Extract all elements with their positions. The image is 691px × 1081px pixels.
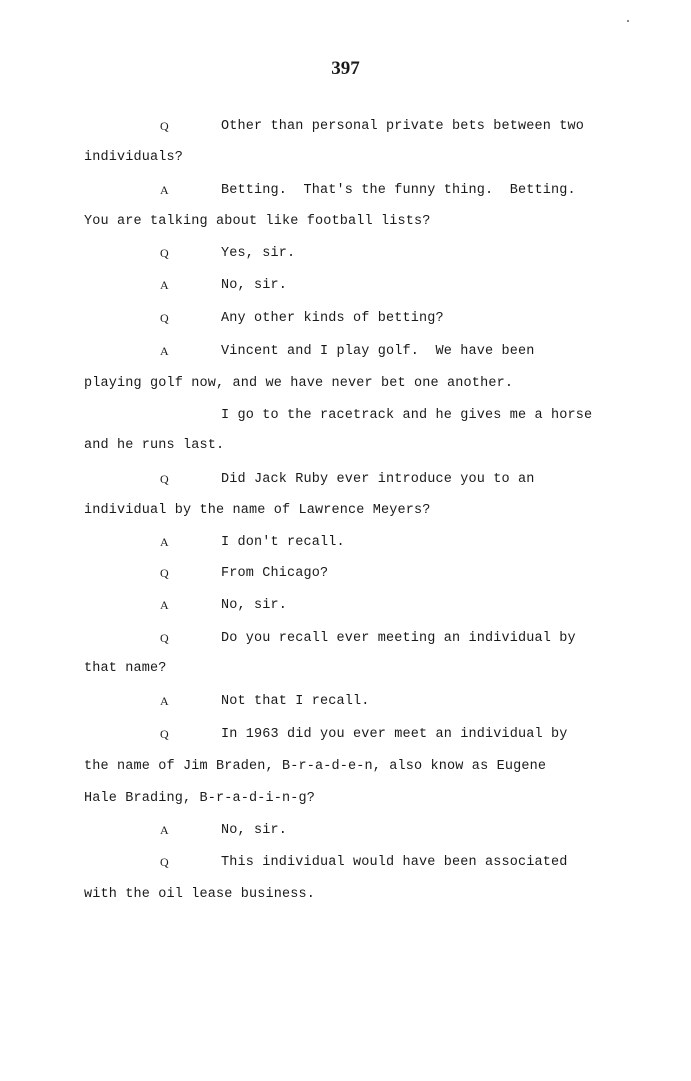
question-text: In 1963 did you ever meet an individual by: [221, 727, 568, 742]
speaker-marker-q: Q: [160, 472, 169, 486]
speaker-marker-q: Q: [160, 855, 169, 869]
question-text: Other than personal private bets between two: [221, 119, 585, 134]
speaker-marker-q: Q: [160, 119, 169, 133]
speaker-marker-a: A: [160, 823, 169, 837]
answer-text: Not that I recall.: [221, 694, 370, 709]
question-text: Any other kinds of betting?: [221, 311, 444, 326]
answer-text: Vincent and I play golf. We have been: [221, 344, 535, 359]
continuation-text: individual by the name of Lawrence Meyers?: [84, 503, 431, 518]
question-text: Did Jack Ruby ever introduce you to an: [221, 472, 535, 487]
page-number: 397: [331, 58, 360, 79]
question-text: This individual would have been associated: [221, 855, 568, 870]
question-text: Do you recall ever meeting an individual by: [221, 631, 576, 646]
answer-text: No, sir.: [221, 823, 288, 838]
answer-text: No, sir.: [221, 278, 288, 293]
question-text: From Chicago?: [221, 566, 329, 581]
answer-paragraph-text: I go to the racetrack and he gives me a horse: [221, 408, 593, 423]
speaker-marker-a: A: [160, 183, 169, 197]
speaker-marker-q: Q: [160, 631, 169, 645]
speaker-marker-q: Q: [160, 727, 169, 741]
speaker-marker-a: A: [160, 694, 169, 708]
speaker-marker-q: Q: [160, 311, 169, 325]
answer-text: Betting. That's the funny thing. Betting.: [221, 183, 576, 198]
scan-speck: [627, 20, 629, 22]
continuation-text: and he runs last.: [84, 438, 225, 453]
answer-text: No, sir.: [221, 598, 288, 613]
continuation-text: playing golf now, and we have never bet one another.: [84, 376, 514, 391]
answer-text: I don't recall.: [221, 535, 345, 550]
speaker-marker-q: Q: [160, 246, 169, 260]
continuation-text: individuals?: [84, 150, 184, 165]
question-text: Yes, sir.: [221, 246, 296, 261]
speaker-marker-a: A: [160, 598, 169, 612]
continuation-text: with the oil lease business.: [84, 887, 316, 902]
continuation-text: the name of Jim Braden, B-r-a-d-e-n, also know as Eugene: [84, 759, 547, 774]
speaker-marker-q: Q: [160, 566, 169, 580]
speaker-marker-a: A: [160, 535, 169, 549]
speaker-marker-a: A: [160, 344, 169, 358]
continuation-text: Hale Brading, B-r-a-d-i-n-g?: [84, 791, 316, 806]
continuation-text: that name?: [84, 661, 167, 676]
continuation-text: You are talking about like football lists?: [84, 214, 431, 229]
speaker-marker-a: A: [160, 278, 169, 292]
